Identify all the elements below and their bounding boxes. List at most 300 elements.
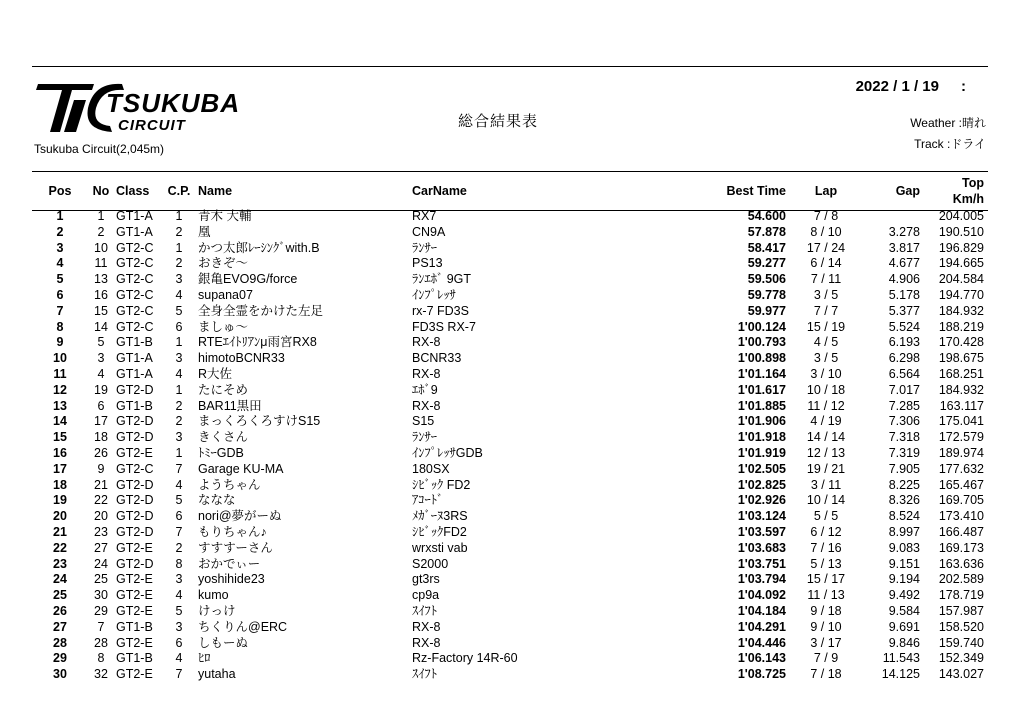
table-row (32, 304, 988, 320)
best-time-cell: 1'00.898 (737, 351, 786, 366)
class-position-cell: 7 (175, 461, 183, 476)
top-speed-cell: 158.520 (938, 619, 984, 634)
lap-cell: 3 / 5 (813, 287, 839, 302)
class-cell: GT2-C (116, 256, 154, 271)
class-position-cell: 4 (175, 366, 183, 381)
car-name-cell: ｼﾋﾞｯｸFD2 (412, 524, 467, 539)
table-row (32, 462, 988, 478)
top-speed-cell: 194.770 (938, 287, 984, 302)
top-speed-cell: 163.636 (938, 556, 984, 571)
table-row (32, 478, 988, 494)
gap-cell: 4.906 (888, 272, 920, 287)
best-time-cell: 1'03.124 (737, 509, 786, 524)
car-name-cell: ﾗﾝｻｰ (412, 240, 438, 255)
car-number-cell: 32 (94, 667, 108, 682)
time-separator: : (961, 78, 966, 95)
pos-cell: 19 (53, 493, 67, 508)
class-cell: GT1-A (116, 209, 153, 223)
car-number-cell: 23 (94, 524, 108, 539)
driver-name-cell: ちくりん@ERC (198, 619, 288, 634)
class-position-cell: 2 (175, 256, 183, 271)
pos-cell: 21 (53, 524, 67, 539)
gap-cell: 9.492 (888, 588, 920, 603)
car-number-cell: 5 (97, 335, 105, 350)
header-top-rule (32, 171, 988, 172)
car-name-cell: ｲﾝﾌﾟﾚｯｻGDB (412, 445, 483, 460)
class-position-cell: 5 (175, 603, 183, 618)
gap-cell: 8.225 (888, 477, 920, 492)
car-number-cell: 4 (97, 366, 105, 381)
top-speed-cell: 159.740 (938, 635, 984, 650)
lap-cell: 7 / 7 (813, 303, 839, 318)
pos-cell: 15 (53, 430, 67, 445)
car-name-cell: S2000 (412, 556, 449, 571)
top-speed-cell: 152.349 (938, 651, 984, 666)
car-number-cell: 16 (94, 287, 108, 302)
car-number-cell: 11 (94, 256, 108, 271)
pos-cell: 18 (53, 477, 67, 492)
top-rule (32, 66, 988, 67)
best-time-cell: 1'02.505 (737, 461, 786, 476)
class-cell: GT2-E (116, 667, 153, 682)
car-number-cell: 20 (94, 509, 108, 524)
top-speed-cell: 170.428 (938, 335, 984, 350)
col-top-speed (920, 173, 988, 209)
class-position-cell: 3 (175, 430, 183, 445)
table-row (32, 651, 988, 667)
lap-cell: 10 / 14 (806, 493, 846, 508)
class-position-cell: 3 (175, 572, 183, 587)
car-name-cell: CN9A (412, 224, 446, 239)
table-row (32, 667, 988, 683)
pos-cell: 28 (53, 635, 67, 650)
class-position-cell: 4 (175, 477, 183, 492)
best-time-cell: 57.878 (747, 224, 786, 239)
driver-name-cell: おきぞ〜 (198, 256, 249, 271)
table-row (32, 241, 988, 257)
gap-cell: 8.997 (888, 524, 920, 539)
pos-cell: 3 (56, 240, 64, 255)
table-row (32, 225, 988, 241)
top-speed-cell: 169.173 (938, 540, 984, 555)
lap-cell: 9 / 18 (810, 603, 842, 618)
car-number-cell: 6 (97, 398, 105, 413)
driver-name-cell: もりちゃん♪ (198, 524, 267, 539)
gap-cell: 5.377 (888, 303, 920, 318)
lap-cell: 5 / 13 (810, 556, 842, 571)
lap-cell: 6 / 12 (810, 524, 842, 539)
table-row (32, 636, 988, 652)
top-speed-cell: 204.005 (938, 209, 984, 223)
gap-cell: 5.524 (888, 319, 920, 334)
class-cell: GT1-A (116, 351, 153, 366)
col-top-label: Top (962, 176, 984, 190)
driver-name-cell: 青木 大輔 (198, 209, 252, 223)
best-time-cell: 1'00.124 (737, 319, 786, 334)
table-row (32, 572, 988, 588)
lap-cell: 11 / 12 (807, 398, 845, 413)
top-speed-cell: 169.705 (938, 493, 984, 508)
best-time-cell: 1'02.926 (737, 493, 786, 508)
car-name-cell: ｴﾎﾞ9 (412, 382, 438, 397)
best-time-cell: 58.417 (747, 240, 786, 255)
class-cell: GT1-A (116, 224, 153, 239)
top-speed-cell: 189.974 (938, 445, 984, 460)
pos-cell: 17 (53, 461, 67, 476)
class-cell: GT1-B (116, 398, 153, 413)
class-cell: GT2-E (116, 635, 153, 650)
pos-cell: 11 (53, 366, 67, 381)
best-time-cell: 59.977 (747, 303, 786, 318)
gap-cell: 9.846 (888, 635, 920, 650)
pos-cell: 13 (53, 398, 67, 413)
lap-cell: 6 / 14 (810, 256, 842, 271)
car-name-cell: RX7 (412, 209, 437, 223)
table-row (32, 588, 988, 604)
gap-cell: 9.151 (888, 556, 920, 571)
table-row (32, 446, 988, 462)
col-gap: Gap (895, 184, 920, 198)
class-position-cell: 4 (175, 588, 183, 603)
gap-cell: 4.677 (888, 256, 920, 271)
driver-name-cell: himotoBCNR33 (198, 351, 285, 366)
pos-cell: 24 (53, 572, 67, 587)
tsukuba-circuit-logo (34, 78, 254, 136)
top-speed-cell: 204.584 (938, 272, 984, 287)
table-row (32, 256, 988, 272)
best-time-cell: 1'06.143 (737, 651, 786, 666)
lap-cell: 10 / 18 (806, 382, 846, 397)
driver-name-cell: supana07 (198, 287, 253, 302)
driver-name-cell: kumo (198, 588, 229, 603)
top-speed-cell: 194.665 (938, 256, 984, 271)
car-name-cell: gt3rs (412, 572, 440, 587)
pos-cell: 9 (56, 335, 64, 350)
gap-cell: 3.278 (888, 224, 920, 239)
gap-cell: 7.306 (888, 414, 920, 429)
class-cell: GT2-C (116, 461, 154, 476)
class-cell: GT2-E (116, 572, 153, 587)
top-speed-cell: 172.579 (938, 430, 984, 445)
driver-name-cell: 凰 (198, 224, 211, 239)
car-number-cell: 8 (97, 651, 105, 666)
pos-cell: 1 (56, 209, 64, 223)
car-name-cell: cp9a (412, 588, 440, 603)
car-name-cell: wrxsti vab (412, 540, 468, 555)
pos-cell: 25 (53, 588, 67, 603)
table-row (32, 367, 988, 383)
gap-cell: 6.298 (888, 351, 920, 366)
class-position-cell: 6 (175, 635, 183, 650)
class-cell: GT1-B (116, 619, 153, 634)
class-cell: GT1-B (116, 651, 153, 666)
top-speed-cell: 168.251 (938, 366, 984, 381)
pos-cell: 26 (53, 603, 67, 618)
best-time-cell: 1'04.291 (737, 619, 786, 634)
table-row (32, 383, 988, 399)
class-cell: GT2-C (116, 287, 154, 302)
gap-cell: 14.125 (881, 667, 920, 682)
lap-cell: 14 / 14 (806, 430, 846, 445)
best-time-cell: 1'01.906 (737, 414, 786, 429)
car-name-cell: RX-8 (412, 619, 441, 634)
top-speed-cell: 157.987 (938, 603, 984, 618)
driver-name-cell: BAR11黒田 (198, 398, 262, 413)
lap-cell: 8 / 10 (810, 224, 842, 239)
driver-name-cell: Garage KU-MA (198, 461, 284, 476)
best-time-cell: 59.277 (747, 256, 786, 271)
table-header-row (32, 173, 988, 209)
lap-cell: 3 / 17 (810, 635, 842, 650)
car-number-cell: 18 (94, 430, 108, 445)
track-condition: Track :ドライ (914, 137, 986, 151)
lap-cell: 19 / 21 (806, 461, 846, 476)
class-cell: GT2-D (116, 493, 154, 508)
car-number-cell: 27 (94, 540, 108, 555)
top-speed-cell: 175.041 (938, 414, 984, 429)
class-position-cell: 5 (175, 303, 183, 318)
class-cell: GT2-D (116, 556, 154, 571)
lap-cell: 9 / 10 (810, 619, 842, 634)
pos-cell: 22 (53, 540, 67, 555)
lap-cell: 3 / 11 (810, 477, 842, 492)
class-cell: GT2-D (116, 430, 154, 445)
class-position-cell: 6 (175, 319, 183, 334)
pos-cell: 23 (53, 556, 67, 571)
col-lap: Lap (814, 184, 838, 198)
class-position-cell: 4 (175, 287, 183, 302)
table-row (32, 604, 988, 620)
pos-cell: 14 (53, 414, 67, 429)
table-row (32, 525, 988, 541)
best-time-cell: 59.506 (747, 272, 786, 287)
class-position-cell: 3 (175, 272, 183, 287)
svg-text:TSUKUBA: TSUKUBA (106, 88, 241, 118)
class-cell: GT2-D (116, 382, 154, 397)
car-name-cell: ｽｲﾌﾄ (412, 603, 438, 618)
col-best-time: Best Time (726, 184, 786, 198)
best-time-cell: 1'03.597 (737, 524, 786, 539)
class-position-cell: 2 (175, 224, 183, 239)
driver-name-cell: すすすーさん (198, 540, 273, 555)
col-pos: Pos (48, 184, 72, 198)
results-table (32, 173, 988, 683)
car-number-cell: 30 (94, 588, 108, 603)
driver-name-cell: かつ太郎ﾚｰｼﾝｸﾞwith.B (198, 240, 320, 255)
table-row (32, 399, 988, 415)
top-speed-cell: 177.632 (938, 461, 984, 476)
class-cell: GT2-D (116, 509, 154, 524)
pos-cell: 20 (53, 509, 67, 524)
pos-cell: 27 (53, 619, 67, 634)
car-number-cell: 13 (94, 272, 108, 287)
gap-cell: 9.083 (888, 540, 920, 555)
class-cell: GT2-C (116, 272, 154, 287)
gap-cell: 9.584 (888, 603, 920, 618)
car-name-cell: RX-8 (412, 635, 441, 650)
class-cell: GT1-A (116, 366, 153, 381)
best-time-cell: 54.600 (747, 209, 786, 223)
car-name-cell: ｲﾝﾌﾟﾚｯｻ (412, 287, 456, 302)
best-time-cell: 1'04.184 (737, 603, 786, 618)
car-number-cell: 28 (94, 635, 108, 650)
lap-cell: 7 / 11 (810, 272, 842, 287)
driver-name-cell: R大佐 (198, 366, 233, 381)
lap-cell: 15 / 17 (806, 572, 846, 587)
table-row (32, 320, 988, 336)
top-speed-cell: 198.675 (938, 351, 984, 366)
driver-name-cell: nori@夢がーぬ (198, 509, 282, 524)
gap-cell: 7.017 (888, 382, 920, 397)
lap-cell: 7 / 8 (813, 209, 839, 223)
driver-name-cell: おかでぃー (198, 556, 261, 571)
car-name-cell: ｱｺｰﾄﾞ (412, 493, 444, 508)
driver-name-cell: ましゅ〜 (198, 319, 249, 334)
best-time-cell: 1'03.794 (737, 572, 786, 587)
car-number-cell: 3 (97, 351, 105, 366)
table-row (32, 557, 988, 573)
driver-name-cell: しもーぬ (198, 635, 249, 650)
car-number-cell: 9 (97, 461, 105, 476)
car-number-cell: 2 (97, 224, 105, 239)
gap-cell: 7.905 (888, 461, 920, 476)
car-number-cell: 24 (94, 556, 108, 571)
car-name-cell: FD3S RX-7 (412, 319, 476, 334)
top-speed-cell: 166.487 (938, 524, 984, 539)
lap-cell: 3 / 5 (813, 351, 839, 366)
lap-cell: 11 / 13 (807, 588, 845, 603)
pos-cell: 12 (53, 382, 67, 397)
best-time-cell: 1'08.725 (737, 667, 786, 682)
car-number-cell: 26 (94, 445, 108, 460)
car-name-cell: RX-8 (412, 335, 441, 350)
class-cell: GT2-D (116, 414, 154, 429)
gap-cell: 9.691 (888, 619, 920, 634)
car-name-cell: RX-8 (412, 366, 441, 381)
driver-name-cell: 銀亀EVO9G/force (198, 272, 298, 287)
gap-cell: 5.178 (888, 287, 920, 302)
driver-name-cell: ﾋﾛ (198, 651, 211, 666)
col-cp: C.P. (167, 184, 191, 198)
class-position-cell: 2 (175, 414, 183, 429)
class-position-cell: 6 (175, 509, 183, 524)
lap-cell: 7 / 9 (813, 651, 839, 666)
car-number-cell: 17 (94, 414, 108, 429)
table-row (32, 414, 988, 430)
top-speed-cell: 190.510 (938, 224, 984, 239)
car-name-cell: 180SX (412, 461, 450, 476)
pos-cell: 5 (56, 272, 64, 287)
gap-cell: 7.319 (888, 445, 920, 460)
top-speed-cell: 196.829 (938, 240, 984, 255)
pos-cell: 7 (56, 303, 64, 318)
best-time-cell: 59.778 (747, 287, 786, 302)
date-value: 2022 / 1 / 19 (855, 78, 939, 95)
col-top-unit: Km/h (952, 192, 984, 206)
top-speed-cell: 184.932 (938, 303, 984, 318)
pos-cell: 16 (53, 445, 67, 460)
class-position-cell: 1 (175, 240, 183, 255)
car-name-cell: rx-7 FD3S (412, 303, 469, 318)
lap-cell: 7 / 16 (810, 540, 842, 555)
class-position-cell: 1 (175, 445, 183, 460)
car-name-cell: PS13 (412, 256, 443, 271)
driver-name-cell: けっけ (198, 603, 236, 618)
driver-name-cell: たにそめ (198, 382, 249, 397)
class-position-cell: 1 (175, 335, 183, 350)
class-cell: GT1-B (116, 335, 153, 350)
results-body (32, 209, 988, 683)
top-speed-cell: 143.027 (938, 667, 984, 682)
class-position-cell: 8 (175, 556, 183, 571)
best-time-cell: 1'00.793 (737, 335, 786, 350)
best-time-cell: 1'03.683 (737, 540, 786, 555)
top-speed-cell: 163.117 (939, 398, 984, 413)
col-no: No (92, 184, 110, 198)
gap-cell: 9.194 (888, 572, 920, 587)
table-row (32, 509, 988, 525)
pos-cell: 10 (53, 351, 67, 366)
race-date (856, 78, 966, 95)
lap-cell: 7 / 18 (810, 667, 842, 682)
col-name: Name (198, 184, 233, 198)
best-time-cell: 1'01.617 (737, 382, 786, 397)
car-name-cell: ﾗﾝｻｰ (412, 430, 438, 445)
best-time-cell: 1'04.446 (737, 635, 786, 650)
class-position-cell: 7 (175, 524, 183, 539)
class-position-cell: 3 (175, 619, 183, 634)
lap-cell: 4 / 5 (813, 335, 839, 350)
class-cell: GT2-E (116, 445, 153, 460)
table-row (32, 541, 988, 557)
table-row (32, 430, 988, 446)
class-position-cell: 1 (175, 209, 183, 223)
class-position-cell: 5 (175, 493, 183, 508)
table-row (32, 620, 988, 636)
gap-cell: 8.326 (888, 493, 920, 508)
gap-cell: 3.817 (888, 240, 920, 255)
car-number-cell: 15 (94, 303, 108, 318)
car-number-cell: 29 (94, 603, 108, 618)
class-position-cell: 3 (175, 351, 183, 366)
best-time-cell: 1'01.164 (737, 366, 786, 381)
car-number-cell: 10 (94, 240, 108, 255)
best-time-cell: 1'03.751 (737, 556, 786, 571)
table-row (32, 351, 988, 367)
class-cell: GT2-E (116, 588, 153, 603)
lap-cell: 17 / 24 (806, 240, 846, 255)
table-row (32, 288, 988, 304)
class-cell: GT2-E (116, 540, 153, 555)
best-time-cell: 1'01.885 (737, 398, 786, 413)
lap-cell: 15 / 19 (806, 319, 846, 334)
driver-name-cell: yoshihide23 (198, 572, 265, 587)
pos-cell: 2 (56, 224, 64, 239)
top-speed-cell: 184.932 (938, 382, 984, 397)
best-time-cell: 1'01.919 (737, 445, 786, 460)
class-cell: GT2-C (116, 240, 154, 255)
lap-cell: 12 / 13 (806, 445, 846, 460)
pos-cell: 6 (56, 287, 64, 302)
lap-cell: 5 / 5 (813, 509, 839, 524)
car-number-cell: 1 (97, 209, 105, 223)
pos-cell: 4 (56, 256, 64, 271)
car-name-cell: ﾗﾝｴﾎﾞ 9GT (412, 272, 472, 287)
driver-name-cell: ななな (198, 493, 236, 508)
car-name-cell: RX-8 (412, 398, 441, 413)
car-name-cell: ｼﾋﾞｯｸ FD2 (412, 477, 471, 492)
car-name-cell: ﾒｶﾞｰﾇ3RS (412, 509, 468, 524)
